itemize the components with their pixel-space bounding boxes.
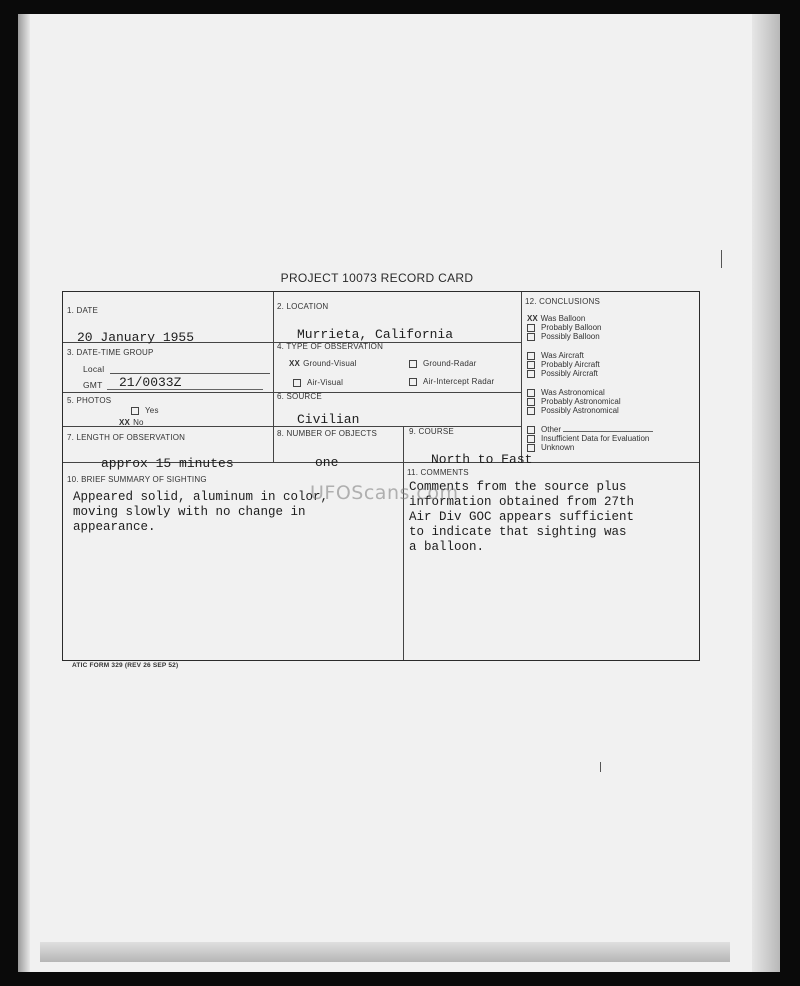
- conclusion-label: Possibly Balloon: [541, 332, 600, 341]
- conclusion-insufficient-data: [527, 434, 649, 443]
- length-value: approx 15 minutes: [101, 456, 234, 471]
- checkbox-empty: [527, 370, 535, 378]
- checkbox-empty: [527, 398, 535, 406]
- gmt-line: [107, 389, 263, 390]
- course-value: North to East: [431, 452, 533, 467]
- checkbox-empty: [527, 352, 535, 360]
- conclusion-label: Probably Aircraft: [541, 360, 600, 369]
- comments-line: information obtained from 27th: [409, 495, 635, 509]
- summary-line: appearance.: [73, 520, 156, 534]
- other-fill-line: [563, 431, 653, 432]
- checkbox-empty: [527, 426, 535, 434]
- conclusion-label: Possibly Astronomical: [541, 406, 619, 415]
- length-label: 7. LENGTH OF OBSERVATION: [67, 433, 186, 442]
- photos-yes-label: Yes: [145, 406, 159, 415]
- comments-line: a balloon.: [409, 540, 485, 554]
- sheet-edge-shadow: [18, 14, 30, 972]
- watermark: UFOScans.com: [310, 482, 459, 504]
- conclusion-was-aircraft: [527, 351, 584, 360]
- number-of-objects-label: 8. NUMBER OF OBJECTS: [277, 429, 378, 438]
- conclusion-label: Probably Astronomical: [541, 397, 621, 406]
- scan-mark: [721, 250, 722, 268]
- conclusion-probably-aircraft: [527, 360, 600, 369]
- checkbox-empty: [527, 435, 535, 443]
- checkbox-empty: [527, 333, 535, 341]
- conclusion-other: [527, 425, 653, 434]
- comments-line: Air Div GOC appears sufficient: [409, 510, 635, 524]
- conclusion-label: Possibly Aircraft: [541, 369, 598, 378]
- location-label: 2. LOCATION: [277, 302, 329, 311]
- conclusion-probably-balloon: [527, 323, 601, 332]
- conclusion-label: Was Balloon: [540, 314, 586, 323]
- gmt-label: GMT: [83, 380, 103, 390]
- checkbox-empty: [131, 407, 139, 415]
- conclusions-label: 12. CONCLUSIONS: [525, 297, 601, 306]
- photos-yes-option: [131, 406, 159, 415]
- summary-line: Appeared solid, aluminum in color,: [73, 490, 329, 504]
- summary-line: moving slowly with no change in: [73, 505, 306, 519]
- checkbox-empty: [527, 407, 535, 415]
- local-time-label: Local: [83, 364, 105, 374]
- ground-visual-label: Ground-Visual: [303, 359, 357, 368]
- conclusion-label: Unknown: [541, 443, 575, 452]
- conclusion-was-astronomical: [527, 388, 605, 397]
- location-value: Murrieta, California: [297, 327, 454, 342]
- checkbox-empty: [293, 379, 301, 387]
- local-time-row: [83, 364, 270, 374]
- checkbox-empty: [527, 361, 535, 369]
- date-label: 1. DATE: [67, 306, 99, 315]
- observation-type-label: 4. TYPE OF OBSERVATION: [277, 342, 384, 351]
- sheet-bottom-shadow: [40, 942, 730, 962]
- grid-line: [273, 292, 274, 462]
- photos-label: 5. PHOTOS: [67, 396, 112, 405]
- comments-label: 11. COMMENTS: [407, 468, 469, 477]
- ground-radar-option: [409, 359, 477, 368]
- summary-text: [73, 490, 328, 535]
- conclusion-label: Other: [541, 425, 562, 434]
- gmt-value: 21/0033Z: [119, 375, 182, 390]
- conclusion-possibly-aircraft: [527, 369, 598, 378]
- conclusion-unknown: [527, 443, 574, 452]
- source-value: Civilian: [297, 412, 360, 427]
- conclusion-label: Was Astronomical: [541, 388, 605, 397]
- record-card: [62, 291, 700, 661]
- summary-label: 10. BRIEF SUMMARY OF SIGHTING: [67, 475, 207, 484]
- scan-mark: [600, 762, 601, 772]
- course-label: 9. COURSE: [409, 427, 454, 436]
- checkbox-empty: [409, 378, 417, 386]
- comments-line: Comments from the source plus: [409, 480, 627, 494]
- air-intercept-radar-option: [409, 377, 494, 386]
- number-of-objects-value: one: [315, 455, 339, 470]
- grid-line: [521, 292, 522, 462]
- checkbox-empty: [409, 360, 417, 368]
- air-visual-label: Air-Visual: [307, 378, 344, 387]
- checked-mark: XX: [119, 418, 131, 427]
- air-intercept-radar-label: Air-Intercept Radar: [423, 377, 495, 386]
- ground-radar-label: Ground-Radar: [423, 359, 477, 368]
- conclusion-label: Probably Balloon: [541, 323, 602, 332]
- photos-no-label: No: [133, 418, 144, 427]
- checkbox-empty: [527, 389, 535, 397]
- date-value: 20 January 1955: [77, 330, 195, 345]
- local-time-line: [110, 373, 270, 374]
- conclusion-possibly-astronomical: [527, 406, 619, 415]
- comments-line: to indicate that sighting was: [409, 525, 627, 539]
- conclusion-probably-astronomical: [527, 397, 621, 406]
- checked-mark: XX: [289, 359, 301, 368]
- air-visual-option: [293, 378, 343, 387]
- checkbox-empty: [527, 324, 535, 332]
- conclusion-was-balloon: [527, 314, 585, 323]
- checkbox-empty: [527, 444, 535, 452]
- card-title: PROJECT 10073 RECORD CARD: [280, 271, 474, 285]
- form-footer: ATIC FORM 329 (REV 26 SEP 52): [72, 662, 179, 669]
- sheet-edge-shadow-right: [752, 14, 780, 972]
- photos-no-option: [119, 418, 144, 427]
- conclusion-possibly-balloon: [527, 332, 600, 341]
- source-label: 6. SOURCE: [277, 392, 322, 401]
- checked-mark: XX: [527, 314, 538, 323]
- conclusion-label: Was Aircraft: [541, 351, 584, 360]
- conclusion-label: Insufficient Data for Evaluation: [541, 434, 650, 443]
- ground-visual-option: [289, 359, 357, 368]
- date-time-group-label: 3. DATE-TIME GROUP: [67, 348, 154, 357]
